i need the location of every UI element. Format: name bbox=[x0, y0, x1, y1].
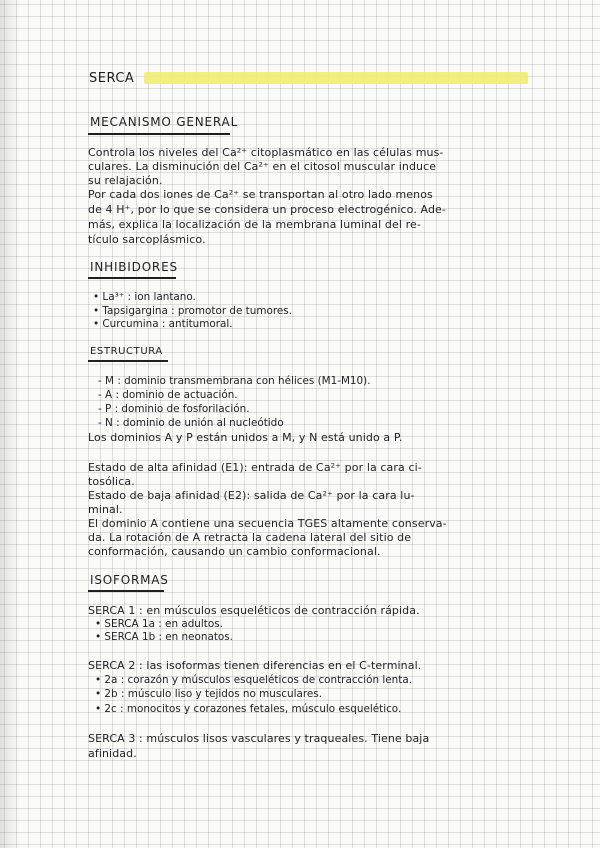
text-line: SERCA 2 : las isoformas tienen diferencias en el C-terminal. bbox=[88, 659, 422, 672]
list-item: - M : dominio transmembrana con hélices (M1-M10). bbox=[98, 375, 371, 387]
heading-underline bbox=[88, 590, 164, 592]
page-binding-shadow bbox=[0, 0, 20, 848]
text-line: tículo sarcoplásmico. bbox=[88, 233, 206, 246]
heading-underline bbox=[88, 277, 176, 279]
text-line: SERCA 1 : en músculos esqueléticos de contracción rápida. bbox=[88, 604, 420, 617]
list-item: - A : dominio de actuación. bbox=[98, 389, 238, 401]
list-item: • 2b : músculo liso y tejidos no musculares. bbox=[95, 688, 322, 700]
text-line: SERCA 3 : músculos lisos vasculares y traqueales. Tiene baja bbox=[88, 732, 430, 745]
text-line: de 4 H⁺, por lo que se considera un proceso electrogénico. Ade- bbox=[88, 203, 446, 216]
text-line: Por cada dos iones de Ca²⁺ se transportan al otro lado menos bbox=[88, 188, 433, 201]
text-line: Controla los niveles del Ca²⁺ citoplasmático en las células mus- bbox=[88, 146, 444, 159]
text-line: Estado de alta afinidad (E1): entrada de Ca²⁺ por la cara ci- bbox=[88, 461, 422, 474]
list-item: • La³⁺ : ion lantano. bbox=[93, 291, 196, 303]
list-item: • 2a : corazón y músculos esqueléticos de contracción lenta. bbox=[95, 674, 412, 686]
text-line: conformación, causando un cambio conformacional. bbox=[88, 545, 381, 558]
list-item: • SERCA 1a : en adultos. bbox=[95, 618, 223, 630]
heading-underline bbox=[88, 360, 168, 362]
text-line: da. La rotación de A retracta la cadena lateral del sitio de bbox=[88, 531, 412, 544]
text-line: afinidad. bbox=[88, 747, 137, 760]
title-highlight-bar bbox=[144, 72, 528, 84]
text-line: minal. bbox=[88, 503, 123, 516]
list-item: - P : dominio de fosforilación. bbox=[98, 403, 250, 415]
text-line: tosólica. bbox=[88, 475, 135, 488]
list-item: • 2c : monocitos y corazones fetales, músculo esquelético. bbox=[95, 703, 402, 715]
list-item: - N : dominio de unión al nucleótido bbox=[98, 417, 284, 429]
text-line: Estado de baja afinidad (E2): salida de Ca²⁺ por la cara lu- bbox=[88, 489, 415, 502]
heading-underline bbox=[88, 133, 230, 135]
text-line: El dominio A contiene una secuencia TGES altamente conserva- bbox=[88, 517, 447, 530]
list-item: • SERCA 1b : en neonatos. bbox=[95, 631, 233, 643]
text-line: Los dominios A y P están unidos a M, y N está unido a P. bbox=[88, 431, 403, 444]
heading-inhibidores: INHIBIDORES bbox=[90, 260, 178, 274]
heading-mecanismo: MECANISMO GENERAL bbox=[90, 115, 239, 129]
text-line: más, explica la localización de la membrana luminal del re- bbox=[88, 218, 421, 231]
text-line: culares. La disminución del Ca²⁺ en el citosol muscular induce bbox=[88, 160, 437, 173]
page-title: SERCA bbox=[89, 71, 135, 86]
list-item: • Tapsigargina : promotor de tumores. bbox=[93, 305, 292, 317]
heading-isoformas: ISOFORMAS bbox=[90, 573, 169, 587]
list-item: • Curcumina : antitumoral. bbox=[93, 318, 233, 330]
heading-estructura: ESTRUCTURA bbox=[90, 346, 163, 357]
text-line: su relajación. bbox=[88, 174, 163, 187]
